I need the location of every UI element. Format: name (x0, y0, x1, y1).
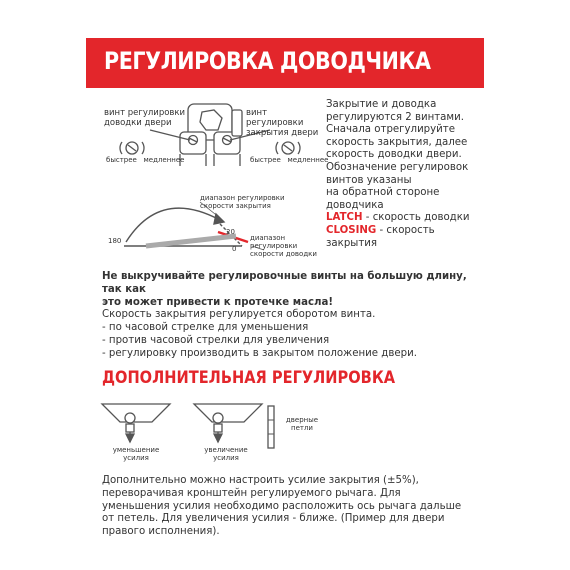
warning-line: - регулировку производить в закрытом положение двери. (102, 347, 417, 359)
range-closing-line1: диапазон регулировки (200, 194, 285, 202)
right-text-line: регулируются 2 винтами. (326, 111, 464, 123)
right-screw-label-line1: винт регулировки (246, 108, 304, 128)
left-screw-label (104, 108, 194, 128)
right-speed-labels (250, 156, 329, 164)
hinges-label-line2: петли (291, 424, 313, 432)
warning-bold-line1: Не выкручивайте регулировочные винты на большую длину, так как (102, 271, 467, 295)
right-text-line: Закрытие и доводка (326, 99, 437, 110)
section2-title: ДОПОЛНИТЕЛЬНАЯ РЕГУЛИРОВКА (102, 368, 396, 388)
right-text-line: Обозначение регулировок (326, 161, 469, 173)
range-latch-line3: скорости доводки (250, 250, 317, 258)
angle-0-label: 0 (232, 245, 237, 253)
decrease-force-diagram (100, 400, 180, 445)
left-slower-label: медленнее (143, 156, 185, 164)
increase-force-diagram (192, 400, 272, 445)
right-faster-label: быстрее (250, 156, 281, 164)
warning-line: Скорость закрытия регулируется оборотом винта. (102, 309, 376, 321)
right-text-line: на обратной стороне (326, 187, 440, 199)
increase-label-line2: усилия (213, 454, 239, 462)
warning-paragraph (102, 271, 482, 361)
right-screw-label (246, 108, 326, 138)
right-text-line: Сначала отрегулируйте (326, 124, 456, 136)
bottom-line: от петель. Для увеличения усилия - ближе. (Пример для двери (102, 513, 445, 525)
hinges-label (282, 416, 322, 432)
angle-20-label: 20 (226, 228, 235, 236)
left-faster-label: быстрее (106, 156, 137, 164)
right-description (326, 99, 476, 250)
hinges-label-line1: дверные (285, 416, 319, 424)
range-latch-label (250, 234, 317, 258)
page-title: РЕГУЛИРОВКА ДОВОДЧИКА (104, 47, 431, 75)
angle-180-label: 180 (108, 237, 122, 245)
right-text-line: закрытия (326, 237, 378, 249)
decrease-label-line2: усилия (123, 454, 149, 462)
right-slower-label: медленнее (287, 156, 329, 164)
range-latch-line2: регулировки (250, 242, 298, 250)
left-screw-label-line2: доводки двери (104, 118, 172, 128)
bottom-line: правого исполнения). (102, 526, 220, 538)
warning-line: - по часовой стрелке для уменьшения (102, 322, 309, 334)
bottom-line: уменьшения усилия необходимо расположить ось рычага дальше (102, 500, 462, 512)
range-closing-label (200, 194, 285, 210)
closing-keyword: CLOSING (326, 224, 377, 236)
decrease-force-label (108, 446, 164, 462)
increase-label-line1: увеличение (204, 446, 248, 454)
increase-force-label (198, 446, 254, 462)
latch-keyword: LATCH (326, 212, 363, 224)
right-text-line: скорость закрытия, далее (326, 136, 468, 148)
bottom-paragraph (102, 475, 482, 539)
bottom-line: переворачивая кронштейн регулируемого рычага. Для (102, 487, 401, 499)
bottom-line: Дополнительно можно настроить усилие закрытия (±5%), (102, 475, 419, 486)
left-speed-labels (106, 156, 185, 164)
range-latch-line1: диапазон (250, 234, 286, 242)
right-text-line: скорость доводки двери. (326, 149, 462, 161)
left-screw-label-line1: винт регулировки (104, 108, 186, 118)
range-closing-line2: скорости закрытия (200, 202, 271, 210)
right-text-line: винтов указаны (326, 174, 412, 186)
decrease-label-line1: уменьшение (112, 446, 160, 454)
right-screw-label-line2: закрытия двери (246, 128, 319, 138)
title-banner (86, 38, 484, 88)
latch-line (326, 212, 476, 225)
right-text-line: доводчика (326, 199, 384, 211)
latch-description: - скорость доводки (362, 212, 470, 224)
closing-description: - скорость (376, 224, 435, 236)
hinges-diagram (266, 404, 278, 450)
warning-line: - против часовой стрелки для увеличения (102, 334, 330, 346)
closing-line (326, 225, 476, 238)
warning-bold-line2: это может привести к протечке масла! (102, 296, 333, 308)
